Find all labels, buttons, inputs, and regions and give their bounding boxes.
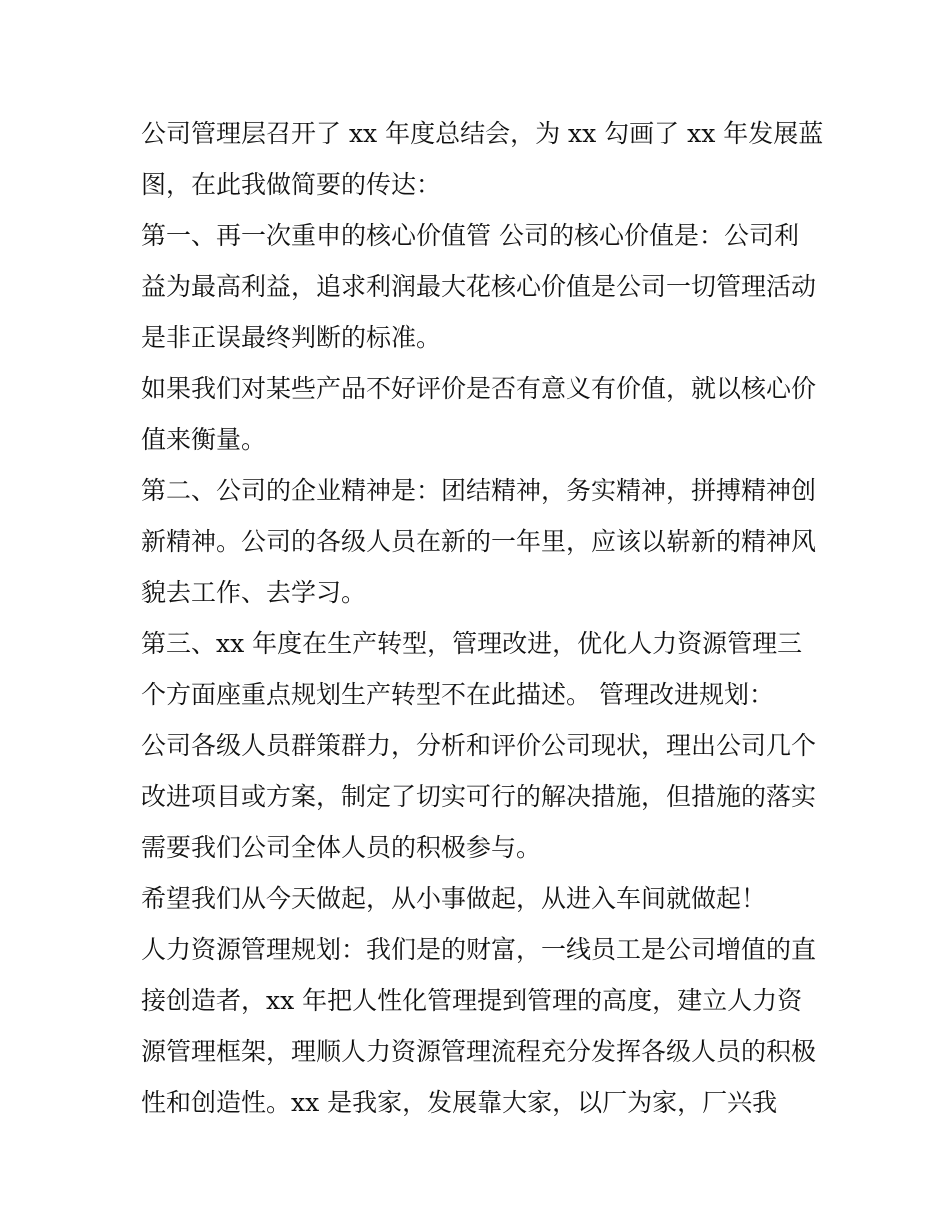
text-line: 图，在此我做简要的传达： [141, 170, 442, 199]
text-line: 第二、公司的企业精神是：团结精神，务实精神，拼搏精神创 [141, 476, 817, 505]
text-line: 貌去工作、去学习。 [141, 578, 367, 607]
text-line: 接创造者，xx 年把人性化管理提到管理的高度，建立人力资 [141, 986, 803, 1015]
text-line: 个方面座重点规划生产转型不在此描述。 管理改进规划： [141, 680, 774, 709]
text-line: 人力资源管理规划：我们是的财富，一线员工是公司增值的直 [141, 935, 817, 964]
text-line: 源管理框架，理顺人力资源管理流程充分发挥各级人员的积极 [141, 1037, 817, 1066]
text-line: 改进项目或方案，制定了切实可行的解决措施，但措施的落实 [141, 782, 817, 811]
text-line: 是非正误最终判断的标准。 [141, 323, 442, 352]
text-line: 如果我们对某些产品不好评价是否有意义有价值，就以核心价 [141, 374, 817, 403]
text-line: 性和创造性。xx 是我家，发展靠大家，以厂为家，厂兴我 [141, 1088, 778, 1117]
text-line: 需要我们公司全体人员的积极参与。 [141, 833, 542, 862]
text-line: 第三、xx 年度在生产转型，管理改进，优化人力资源管理三 [141, 629, 803, 658]
text-line: 新精神。公司的各级人员在新的一年里，应该以崭新的精神风 [141, 527, 817, 556]
text-line: 值来衡量。 [141, 425, 267, 454]
text-line: 公司管理层召开了 xx 年度总结会，为 xx 勾画了 xx 年发展蓝 [141, 119, 824, 148]
document-body [141, 108, 831, 1128]
text-line: 希望我们从今天做起，从小事做起，从进入车间就做起！ [141, 884, 767, 913]
text-line: 第一、再一次重申的核心价值管 公司的核心价值是：公司利 [141, 221, 799, 250]
text-line: 益为最高利益，追求利润最大花核心价值是公司一切管理活动 [141, 272, 817, 301]
text-line: 公司各级人员群策群力，分析和评价公司现状，理出公司几个 [141, 731, 817, 760]
